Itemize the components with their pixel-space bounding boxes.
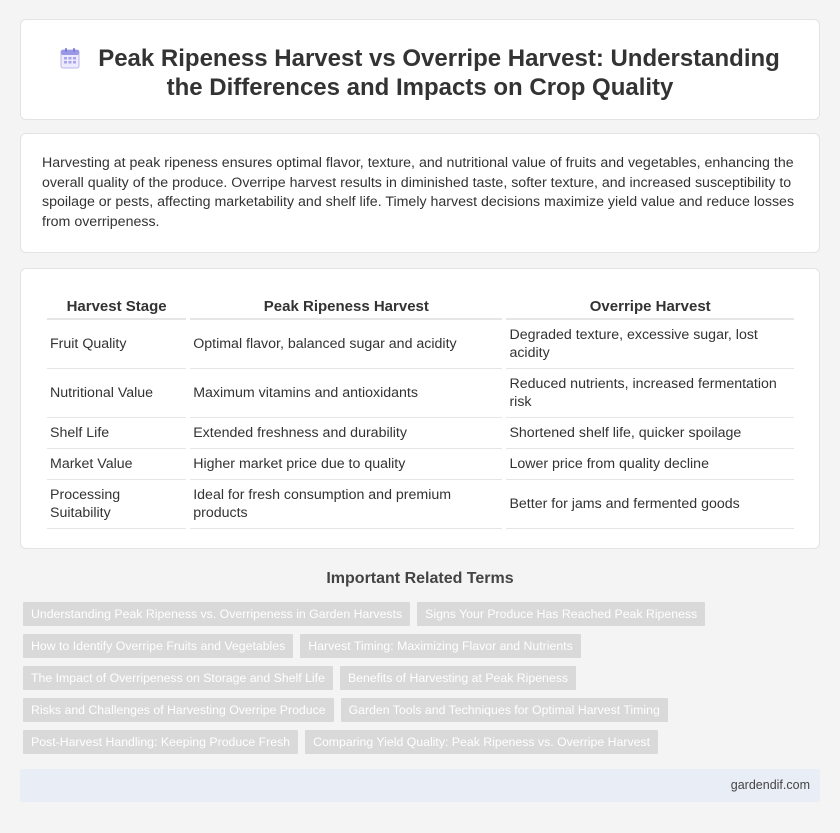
related-term-link[interactable]: Signs Your Produce Has Reached Peak Ripeness xyxy=(417,602,705,626)
related-term-link[interactable]: Harvest Timing: Maximizing Flavor and Nutrients xyxy=(300,634,580,658)
intro-card xyxy=(20,133,820,253)
table-cell: Extended freshness and durability xyxy=(190,418,502,449)
table-cell: Processing Suitability xyxy=(47,480,186,529)
table-cell: Better for jams and fermented goods xyxy=(506,480,794,529)
tag-row xyxy=(23,634,723,658)
table-row xyxy=(47,418,794,449)
comparison-table xyxy=(43,294,798,529)
table-cell: Optimal flavor, balanced sugar and acidity xyxy=(190,320,502,369)
table-cell: Degraded texture, excessive sugar, lost acidity xyxy=(506,320,794,369)
related-term-link[interactable]: Risks and Challenges of Harvesting Overripe Produce xyxy=(23,698,334,722)
table-cell: Higher market price due to quality xyxy=(190,449,502,480)
table-row xyxy=(47,480,794,529)
table-row xyxy=(47,320,794,369)
table-row xyxy=(47,369,794,418)
site-name[interactable]: gardendif.com xyxy=(730,778,810,792)
calendar-icon xyxy=(60,47,80,69)
tag-row xyxy=(23,698,723,722)
title-wrap xyxy=(21,44,819,102)
related-term-link[interactable]: The Impact of Overripeness on Storage and Shelf Life xyxy=(23,666,333,690)
related-term-link[interactable]: How to Identify Overripe Fruits and Vegetables xyxy=(23,634,293,658)
tag-row xyxy=(23,602,723,626)
table-header-row xyxy=(47,294,794,320)
table-cell: Maximum vitamins and antioxidants xyxy=(190,369,502,418)
table-cell: Lower price from quality decline xyxy=(506,449,794,480)
related-terms-heading: Important Related Terms xyxy=(326,570,514,587)
table-row xyxy=(47,449,794,480)
tag-row xyxy=(23,666,723,690)
table-cell: Market Value xyxy=(47,449,186,480)
table-cell: Ideal for fresh consumption and premium products xyxy=(190,480,502,529)
table-cell: Fruit Quality xyxy=(47,320,186,369)
related-term-link[interactable]: Benefits of Harvesting at Peak Ripeness xyxy=(340,666,576,690)
related-term-link[interactable]: Understanding Peak Ripeness vs. Overripeness in Garden Harvests xyxy=(23,602,410,626)
tag-row xyxy=(23,730,723,754)
intro-paragraph: Harvesting at peak ripeness ensures optimal flavor, texture, and nutritional value of fruits and vegetables, enhancing the overall quality of the produce. Overripe harvest results in diminished taste, softer texture, and increased susceptibility to spoilage or pests, affecting marketability and shelf life. Timely harvest decisions maximize yield value and reduce losses from overripeness. xyxy=(42,155,795,230)
table-cell: Shortened shelf life, quicker spoilage xyxy=(506,418,794,449)
table-cell: Reduced nutrients, increased fermentation risk xyxy=(506,369,794,418)
related-term-link[interactable]: Garden Tools and Techniques for Optimal Harvest Timing xyxy=(341,698,668,722)
related-term-link[interactable]: Comparing Yield Quality: Peak Ripeness vs. Overripe Harvest xyxy=(305,730,658,754)
title-card xyxy=(20,19,820,120)
table-cell: Shelf Life xyxy=(47,418,186,449)
page-title xyxy=(60,44,780,102)
table-cell: Nutritional Value xyxy=(47,369,186,418)
column-header: Peak Ripeness Harvest xyxy=(190,294,502,320)
footer xyxy=(20,769,820,802)
page-title-text: Peak Ripeness Harvest vs Overripe Harvest: Understanding the Differences and Impacts on Crop Quality xyxy=(98,45,780,101)
comparison-table-card xyxy=(20,268,820,549)
column-header: Overripe Harvest xyxy=(506,294,794,320)
related-term-link[interactable]: Post-Harvest Handling: Keeping Produce Fresh xyxy=(23,730,298,754)
column-header: Harvest Stage xyxy=(47,294,186,320)
related-terms-list xyxy=(23,602,723,762)
